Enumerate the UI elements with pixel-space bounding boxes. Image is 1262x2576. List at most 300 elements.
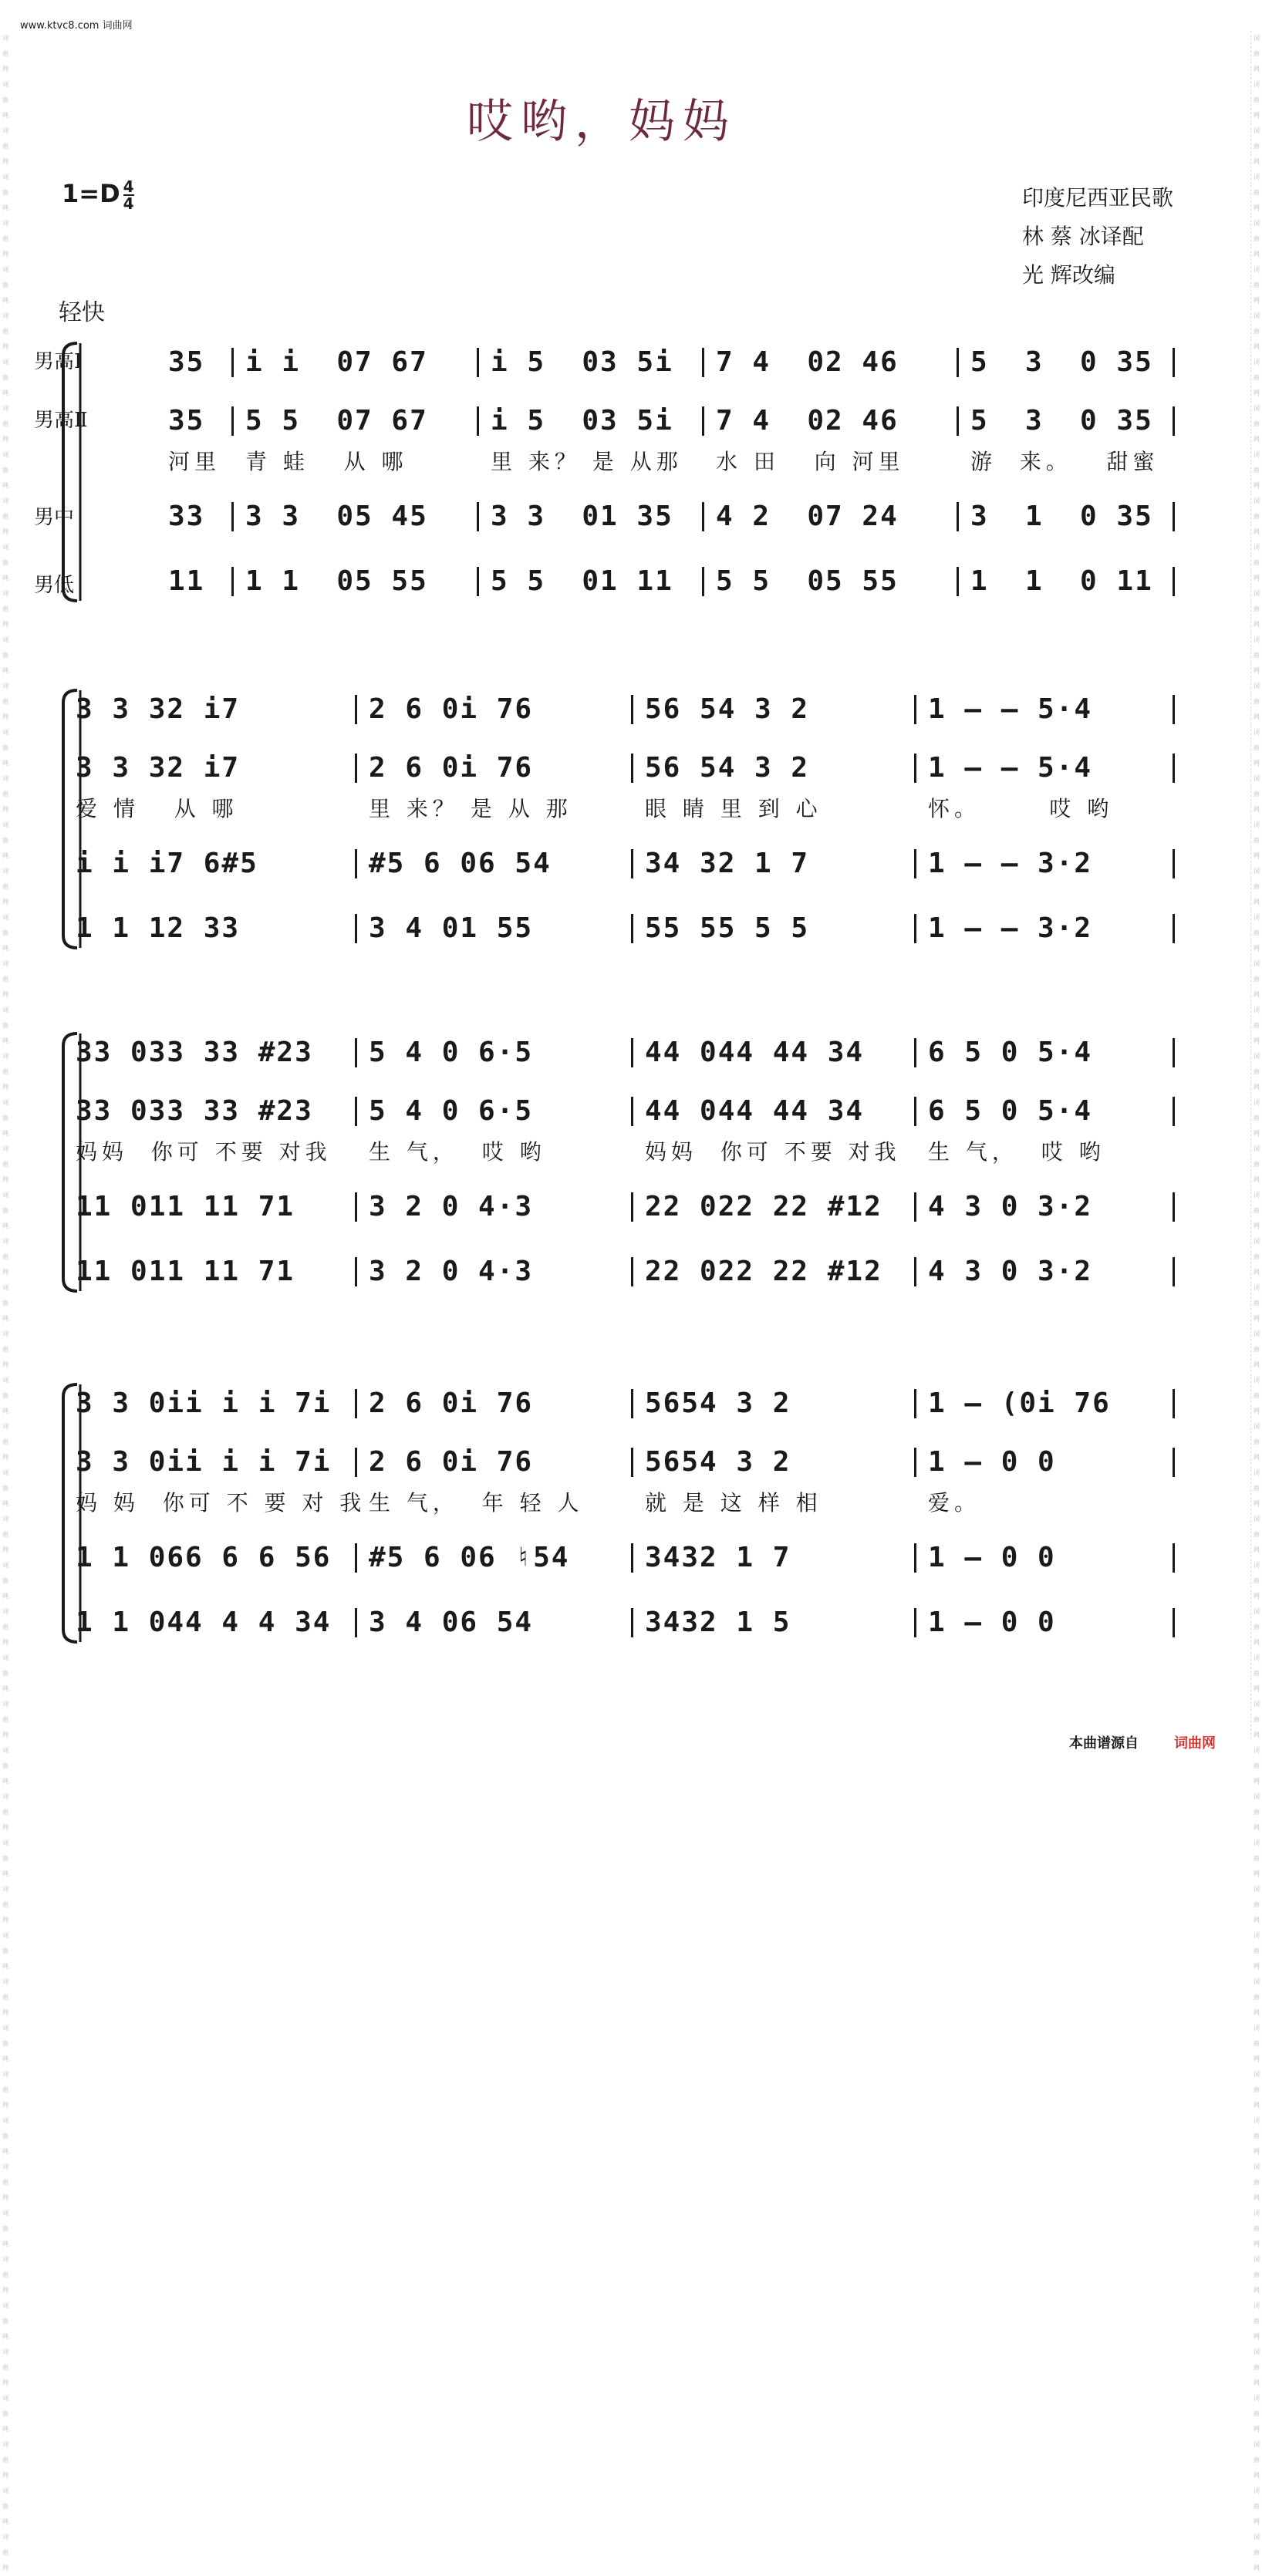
voice-part (0, 1033, 1262, 1072)
watermark-text: 词曲网 (1254, 1099, 1260, 1137)
measure: 11 (168, 565, 205, 597)
barline (914, 1192, 916, 1222)
measure: 1 – – 3·2 (928, 912, 1093, 944)
measure: 3 3 0ii i i 7i (76, 1387, 332, 1419)
measure: 22 022 22 #12 (645, 1256, 882, 1287)
watermark-text: 词曲网 (1254, 81, 1260, 119)
lyric-segment: 青 蛙 从 哪 (245, 449, 408, 474)
lyric-segment: 妈 妈 你可 不 要 对 我 (76, 1490, 366, 1516)
voice-part (0, 562, 1262, 601)
measure: #5 6 06 54 (369, 848, 552, 879)
watermark-text: 词曲网 (2, 266, 8, 304)
watermark-text: 词曲网 (1254, 729, 1260, 767)
watermark-text: 词曲网 (1254, 127, 1260, 165)
measure: 3 4 01 55 (369, 912, 534, 944)
barline (1173, 567, 1175, 596)
barline (631, 754, 633, 783)
barline (914, 849, 916, 878)
lyric-segment: 游 来。 甜蜜 (970, 449, 1159, 474)
barline (1173, 914, 1175, 943)
site-header: www.ktvc8.com 词曲网 (20, 20, 133, 32)
barline (1173, 1038, 1175, 1067)
lyric-segment: 爱。 (928, 1490, 981, 1516)
barline (631, 695, 633, 724)
measure: 7 4 02 46 (716, 405, 899, 437)
barline (957, 406, 959, 436)
lyric-segment: 河里 (168, 449, 221, 474)
watermark-text: 词曲网 (2, 35, 8, 72)
measure: 35 (168, 405, 205, 437)
barline (702, 567, 704, 596)
measure: 55 55 5 5 (645, 912, 810, 944)
barline (355, 1097, 357, 1126)
barline (355, 1448, 357, 1477)
watermark-text: 词曲网 (1254, 914, 1260, 952)
voice-part (0, 1603, 1262, 1642)
watermark-text: 词曲网 (2, 2302, 8, 2340)
voice-part (0, 402, 1262, 440)
measure: 3 2 0 4·3 (369, 1256, 534, 1287)
watermark-text: 词曲网 (2, 2256, 8, 2294)
watermark-text: 词曲网 (2, 359, 8, 396)
lyric-line (0, 447, 1262, 477)
barline (957, 348, 959, 377)
watermark-text: 词曲网 (2, 1192, 8, 1229)
watermark-text: 词曲网 (1254, 590, 1260, 628)
watermark-text: 词曲网 (1254, 2487, 1260, 2525)
voice-part (0, 690, 1262, 729)
lyric-segment: 就 是 这 样 相 (645, 1490, 822, 1516)
tempo-marking: 轻快 (59, 299, 105, 326)
lyric-segment: 生 气， 哎 哟 (928, 1139, 1105, 1165)
barline (231, 348, 234, 377)
watermark-text: 词曲网 (1254, 636, 1260, 674)
measure: 33 033 33 #23 (76, 1037, 313, 1068)
credit-arranger: 光 辉改编 (1021, 262, 1115, 288)
measure: 11 011 11 71 (76, 1256, 295, 1287)
measure: 6 5 0 5·4 (928, 1037, 1093, 1068)
measure: 4 3 0 3·2 (928, 1256, 1093, 1287)
barline (355, 1192, 357, 1222)
watermark-text: 词曲网 (2, 1330, 8, 1368)
voice-part (0, 909, 1262, 948)
barline (1173, 754, 1175, 783)
watermark-text: 词曲网 (1254, 1562, 1260, 1600)
measure: 3 3 01 35 (491, 501, 673, 532)
measure: 3 1 0 35 (970, 501, 1153, 532)
watermark-text: 词曲网 (1254, 1608, 1260, 1646)
voice-part (0, 845, 1262, 883)
lyric-line (0, 794, 1262, 824)
watermark-text: 词曲网 (2, 868, 8, 905)
barline (914, 754, 916, 783)
watermark-text: 词曲网 (1254, 1701, 1260, 1738)
watermark-text: 词曲网 (2, 2348, 8, 2386)
watermark-text: 词曲网 (1254, 451, 1260, 489)
voice-label-bass: 男低 (34, 574, 75, 597)
barline (914, 1257, 916, 1286)
barline (477, 406, 479, 436)
measure: 33 (168, 501, 205, 532)
watermark-text: 词曲网 (2, 1701, 8, 1738)
watermark-text: 词曲网 (2, 127, 8, 165)
watermark-text: 词曲网 (1254, 174, 1260, 211)
measure: 3432 1 7 (645, 1542, 791, 1573)
watermark-text: 词曲网 (2, 81, 8, 119)
watermark-text: 词曲网 (2, 1747, 8, 1785)
measure: 35 (168, 346, 205, 378)
barline (1173, 1192, 1175, 1222)
barline (631, 1389, 633, 1418)
watermark-text: 词曲网 (2, 2441, 8, 2479)
voice-part (0, 497, 1262, 536)
measure: 1 1 044 4 4 34 (76, 1607, 332, 1638)
voice-part (0, 1384, 1262, 1423)
measure: i 5 03 5i (491, 405, 673, 437)
measure: 6 5 0 5·4 (928, 1095, 1093, 1127)
measure: i 5 03 5i (491, 346, 673, 378)
watermark-text: 词曲网 (1254, 1932, 1260, 1970)
barline (477, 567, 479, 596)
time-bottom: 4 (123, 194, 134, 213)
watermark-text: 词曲网 (2, 1608, 8, 1646)
barline (631, 849, 633, 878)
voice-part (0, 749, 1262, 787)
lyric-line (0, 1488, 1262, 1519)
barline (914, 914, 916, 943)
watermark-text: 词曲网 (1254, 2534, 1260, 2571)
barline (355, 1543, 357, 1573)
barline (355, 695, 357, 724)
measure: 1 – – 3·2 (928, 848, 1093, 879)
lyric-segment: 水 田 向 河里 (716, 449, 905, 474)
watermark-text: 词曲网 (1254, 1839, 1260, 1877)
watermark-text: 词曲网 (1254, 683, 1260, 720)
watermark-text: 词曲网 (2, 2163, 8, 2201)
watermark-text: 词曲网 (1254, 312, 1260, 350)
watermark-text: 词曲网 (1254, 1423, 1260, 1461)
watermark-text: 词曲网 (2, 960, 8, 998)
footer-site-link[interactable]: 词曲网 (1174, 1735, 1216, 1752)
watermark-text: 词曲网 (2, 1793, 8, 1831)
watermark-text: 词曲网 (2, 1516, 8, 1553)
watermark-text: 词曲网 (2, 2210, 8, 2247)
voice-part (0, 343, 1262, 382)
watermark-text: 词曲网 (2, 2071, 8, 2109)
watermark-text: 词曲网 (2, 636, 8, 674)
barline (1173, 1389, 1175, 1418)
measure: #5 6 06 ♮54 (369, 1542, 570, 1573)
measure: 56 54 3 2 (645, 752, 810, 784)
watermark-text: 词曲网 (2, 312, 8, 350)
measure: 1 – – 5·4 (928, 752, 1093, 784)
watermark-text: 词曲网 (2, 590, 8, 628)
watermark-text: 词曲网 (2, 1469, 8, 1507)
watermark-text: 词曲网 (1254, 1978, 1260, 2016)
watermark-text: 词曲网 (1254, 1284, 1260, 1322)
barline (914, 1038, 916, 1067)
barline (1173, 406, 1175, 436)
measure: 3 3 32 i7 (76, 693, 241, 725)
barline (631, 1038, 633, 1067)
watermark-text: 词曲网 (1254, 266, 1260, 304)
measure: 1 1 066 6 6 56 (76, 1542, 332, 1573)
watermark-text: 词曲网 (2, 1099, 8, 1137)
left-watermark-strip (0, 31, 11, 2571)
measure: 3432 1 5 (645, 1607, 791, 1638)
barline (477, 502, 479, 531)
voice-label-tenor-1: 男高Ⅰ (34, 350, 83, 373)
barline (1173, 695, 1175, 724)
barline (702, 348, 704, 377)
watermark-text: 词曲网 (2, 1238, 8, 1276)
watermark-text: 词曲网 (2, 1932, 8, 1970)
barline (631, 1192, 633, 1222)
watermark-text: 词曲网 (2, 2395, 8, 2433)
watermark-text: 词曲网 (2, 1978, 8, 2016)
measure: 2 6 0i 76 (369, 1387, 534, 1419)
barline (231, 567, 234, 596)
watermark-text: 词曲网 (1254, 1006, 1260, 1044)
barline (1173, 502, 1175, 531)
measure: 1 – – 5·4 (928, 693, 1093, 725)
barline (355, 754, 357, 783)
barline (355, 1038, 357, 1067)
measure: 1 1 12 33 (76, 912, 241, 944)
watermark-text: 词曲网 (2, 220, 8, 258)
watermark-text: 词曲网 (1254, 359, 1260, 396)
watermark-text: 词曲网 (1254, 1145, 1260, 1183)
voice-part (0, 1092, 1262, 1131)
measure: 44 044 44 34 (645, 1037, 865, 1068)
watermark-text: 词曲网 (2, 1654, 8, 1692)
barline (914, 695, 916, 724)
measure: 3 3 0ii i i 7i (76, 1446, 332, 1478)
watermark-text: 词曲网 (1254, 220, 1260, 258)
measure: 3 2 0 4·3 (369, 1191, 534, 1222)
measure: 5 5 05 55 (716, 565, 899, 597)
measure: 4 3 0 3·2 (928, 1191, 1093, 1222)
measure: 1 1 05 55 (245, 565, 428, 597)
watermark-text: 词曲网 (2, 775, 8, 813)
measure: 5 3 0 35 (970, 405, 1153, 437)
voice-part (0, 1539, 1262, 1577)
watermark-text: 词曲网 (1254, 2348, 1260, 2386)
barline (1173, 348, 1175, 377)
watermark-text: 词曲网 (1254, 2071, 1260, 2109)
voice-part (0, 1253, 1262, 1291)
watermark-text: 词曲网 (2, 451, 8, 489)
measure: 5 3 0 35 (970, 346, 1153, 378)
footer-source-label: 本曲谱源自 (1069, 1735, 1139, 1752)
measure: 1 1 0 11 (970, 565, 1153, 597)
barline (914, 1608, 916, 1637)
measure: 5654 3 2 (645, 1387, 791, 1419)
measure: 2 6 0i 76 (369, 752, 534, 784)
watermark-text: 词曲网 (1254, 1747, 1260, 1785)
watermark-text: 词曲网 (2, 544, 8, 582)
barline (355, 914, 357, 943)
barline (957, 567, 959, 596)
watermark-text: 词曲网 (1254, 497, 1260, 535)
measure: 1 – 0 0 (928, 1446, 1056, 1478)
measure: 2 6 0i 76 (369, 1446, 534, 1478)
watermark-text: 词曲网 (1254, 2302, 1260, 2340)
watermark-text: 词曲网 (1254, 1793, 1260, 1831)
barline (631, 1543, 633, 1573)
watermark-text: 词曲网 (1254, 1886, 1260, 1924)
barline (231, 406, 234, 436)
key-signature (62, 179, 134, 211)
measure: 11 011 11 71 (76, 1191, 295, 1222)
barline (914, 1389, 916, 1418)
watermark-text: 词曲网 (1254, 1654, 1260, 1692)
barline (702, 502, 704, 531)
watermark-text: 词曲网 (1254, 1330, 1260, 1368)
watermark-text: 词曲网 (1254, 2210, 1260, 2247)
watermark-text: 词曲网 (1254, 2395, 1260, 2433)
watermark-text: 词曲网 (1254, 1377, 1260, 1414)
watermark-text: 词曲网 (2, 497, 8, 535)
voice-part (0, 1443, 1262, 1482)
measure: 1 – 0 0 (928, 1542, 1056, 1573)
watermark-text: 词曲网 (1254, 821, 1260, 859)
measure: 1 – (0i 76 (928, 1387, 1111, 1419)
measure: 5 4 0 6·5 (369, 1095, 534, 1127)
watermark-text: 词曲网 (1254, 1469, 1260, 1507)
watermark-text: 词曲网 (1254, 775, 1260, 813)
measure: 22 022 22 #12 (645, 1191, 882, 1222)
lyric-segment: 怀。 哎 哟 (928, 796, 1114, 821)
barline (1173, 1097, 1175, 1126)
watermark-text: 词曲网 (2, 1284, 8, 1322)
watermark-text: 词曲网 (2, 1145, 8, 1183)
credit-translators: 林 蔡 冰译配 (1021, 224, 1144, 249)
barline (1173, 1448, 1175, 1477)
lyric-segment: 里 来？ 是 从 那 (369, 796, 572, 821)
lyric-line (0, 1137, 1262, 1168)
voice-part (0, 1188, 1262, 1226)
barline (355, 1257, 357, 1286)
watermark-text: 词曲网 (1254, 960, 1260, 998)
watermark-text: 词曲网 (2, 2117, 8, 2155)
watermark-text: 词曲网 (2, 821, 8, 859)
lyric-segment: 里 来？ 是 从那 (491, 449, 683, 474)
measure: i i 07 67 (245, 346, 428, 378)
voice-label-tenor-2: 男高Ⅱ (34, 409, 88, 432)
measure: i i i7 6#5 (76, 848, 258, 879)
measure: 3 3 32 i7 (76, 752, 241, 784)
watermark-text: 词曲网 (2, 729, 8, 767)
barline (631, 1257, 633, 1286)
barline (631, 1608, 633, 1637)
watermark-text: 词曲网 (2, 1053, 8, 1091)
watermark-text: 词曲网 (1254, 2163, 1260, 2201)
watermark-text: 词曲网 (2, 1886, 8, 1924)
lyric-segment: 眼 睛 里 到 心 (645, 796, 822, 821)
watermark-text: 词曲网 (1254, 405, 1260, 443)
barline (914, 1097, 916, 1126)
lyric-segment: 生 气， 年 轻 人 (369, 1490, 584, 1516)
watermark-text: 词曲网 (1254, 1192, 1260, 1229)
barline (1173, 1257, 1175, 1286)
watermark-text: 词曲网 (1254, 1516, 1260, 1553)
barline (1173, 1608, 1175, 1637)
barline (231, 502, 234, 531)
watermark-text: 词曲网 (1254, 2256, 1260, 2294)
measure: 44 044 44 34 (645, 1095, 865, 1127)
watermark-text: 词曲网 (1254, 544, 1260, 582)
time-top: 4 (123, 177, 134, 196)
measure: 1 – 0 0 (928, 1607, 1056, 1638)
barline (631, 1097, 633, 1126)
watermark-text: 词曲网 (1254, 35, 1260, 72)
barline (631, 1448, 633, 1477)
key-prefix: 1=D (62, 179, 120, 208)
barline (1173, 849, 1175, 878)
measure: 5 5 07 67 (245, 405, 428, 437)
barline (1173, 1543, 1175, 1573)
watermark-text: 词曲网 (2, 2487, 8, 2525)
credits (1022, 179, 1173, 295)
measure: 7 4 02 46 (716, 346, 899, 378)
watermark-text: 词曲网 (2, 1377, 8, 1414)
lyric-segment: 妈妈 你可 不要 对我 (76, 1139, 332, 1165)
right-watermark-strip (1250, 31, 1262, 2571)
watermark-text: 词曲网 (1254, 2117, 1260, 2155)
barline (702, 406, 704, 436)
barline (914, 1448, 916, 1477)
barline (355, 1389, 357, 1418)
measure: 3 3 05 45 (245, 501, 428, 532)
watermark-text: 词曲网 (2, 1839, 8, 1877)
watermark-text: 词曲网 (2, 2534, 8, 2571)
watermark-text: 词曲网 (1254, 2025, 1260, 2062)
barline (914, 1543, 916, 1573)
barline (477, 348, 479, 377)
credit-origin: 印度尼西亚民歌 (1021, 185, 1173, 211)
watermark-text: 词曲网 (2, 1562, 8, 1600)
time-signature (123, 179, 134, 211)
watermark-text: 词曲网 (2, 174, 8, 211)
measure: 4 2 07 24 (716, 501, 899, 532)
measure: 5 5 01 11 (491, 565, 673, 597)
measure: 3 4 06 54 (369, 1607, 534, 1638)
watermark-text: 词曲网 (1254, 1053, 1260, 1091)
barline (355, 1608, 357, 1637)
measure: 5 4 0 6·5 (369, 1037, 534, 1068)
measure: 5654 3 2 (645, 1446, 791, 1478)
watermark-text: 词曲网 (1254, 868, 1260, 905)
song-title: 哎哟，妈妈 (467, 95, 737, 149)
measure: 56 54 3 2 (645, 693, 810, 725)
barline (355, 849, 357, 878)
watermark-text: 词曲网 (1254, 2441, 1260, 2479)
measure: 33 033 33 #23 (76, 1095, 313, 1127)
voice-label-baritone: 男中 (34, 506, 75, 529)
lyric-segment: 爱 情 从 哪 (76, 796, 238, 821)
watermark-text: 词曲网 (2, 405, 8, 443)
watermark-text: 词曲网 (2, 2025, 8, 2062)
measure: 34 32 1 7 (645, 848, 810, 879)
watermark-text: 词曲网 (2, 1006, 8, 1044)
barline (631, 914, 633, 943)
lyric-segment: 生 气， 哎 哟 (369, 1139, 546, 1165)
lyric-segment: 妈妈 你可 不要 对我 (645, 1139, 901, 1165)
watermark-text: 词曲网 (2, 1423, 8, 1461)
watermark-text: 词曲网 (1254, 1238, 1260, 1276)
watermark-text: 词曲网 (2, 683, 8, 720)
